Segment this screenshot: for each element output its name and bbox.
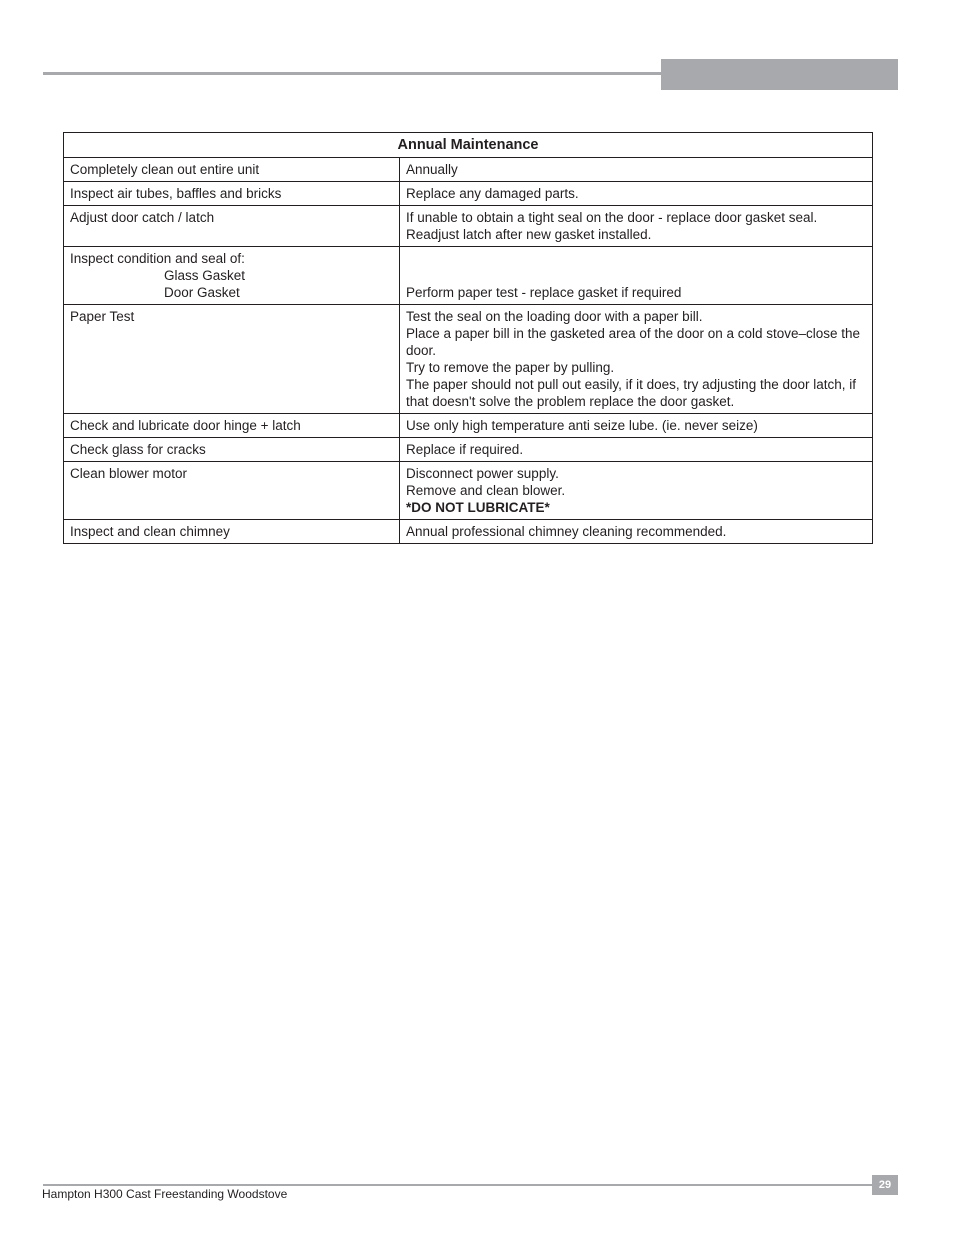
task-cell (64, 247, 400, 305)
task-text: Inspect and clean chimney (70, 524, 230, 539)
header-rule (43, 72, 663, 75)
task-cell (64, 414, 400, 438)
action-text: Try to remove the paper by pulling. (406, 360, 615, 375)
action-cell (400, 438, 873, 462)
action-text: Disconnect power supply. (406, 466, 559, 481)
action-cell (400, 182, 873, 206)
header-tab (661, 59, 898, 90)
task-cell (64, 158, 400, 182)
task-text: Adjust door catch / latch (70, 210, 215, 225)
action-text: Readjust latch after new gasket installed. (406, 227, 652, 242)
page-number: 29 (872, 1175, 898, 1195)
annual-maintenance-table (63, 132, 873, 544)
table-header-row (64, 133, 873, 158)
action-text: Test the seal on the loading door with a paper bill. (406, 309, 703, 324)
action-cell (400, 520, 873, 544)
task-cell (64, 305, 400, 414)
table-row (64, 520, 873, 544)
table-row (64, 158, 873, 182)
task-text: Paper Test (70, 309, 135, 324)
table-row (64, 462, 873, 520)
task-text: Check and lubricate door hinge + latch (70, 418, 301, 433)
task-subitem: Door Gasket (164, 285, 240, 300)
task-cell (64, 462, 400, 520)
table-row (64, 182, 873, 206)
task-cell (64, 206, 400, 247)
table-row (64, 305, 873, 414)
footer-document-title: Hampton H300 Cast Freestanding Woodstove (42, 1187, 288, 1201)
warning-text: *DO NOT LUBRICATE* (406, 500, 550, 515)
action-cell (400, 462, 873, 520)
table-row (64, 438, 873, 462)
action-text: Remove and clean blower. (406, 483, 566, 498)
table-row (64, 206, 873, 247)
task-text: Check glass for cracks (70, 442, 206, 457)
table-title: Annual Maintenance (64, 133, 873, 158)
action-cell (400, 158, 873, 182)
spacer (406, 250, 866, 267)
action-cell (400, 206, 873, 247)
action-text: Place a paper bill in the gasketed area of the door on a cold stove–close the door. (406, 326, 861, 358)
action-text: Replace if required. (406, 442, 524, 457)
action-cell (400, 414, 873, 438)
table-row (64, 247, 873, 305)
task-text: Inspect air tubes, baffles and bricks (70, 186, 282, 201)
action-text: Use only high temperature anti seize lube. (ie. never seize) (406, 418, 758, 433)
table-row (64, 414, 873, 438)
action-cell (400, 305, 873, 414)
action-text: Annually (406, 162, 458, 177)
action-text: If unable to obtain a tight seal on the door - replace door gasket seal. (406, 210, 818, 225)
task-text: Completely clean out entire unit (70, 162, 260, 177)
task-cell (64, 438, 400, 462)
footer-rule (43, 1184, 873, 1186)
task-cell (64, 520, 400, 544)
task-cell (64, 182, 400, 206)
task-text: Inspect condition and seal of: (70, 251, 245, 266)
action-text: Perform paper test - replace gasket if required (406, 285, 682, 300)
task-subitem: Glass Gasket (164, 268, 246, 283)
action-text: The paper should not pull out easily, if it does, try adjusting the door latch, if that doesn't solve the problem replace the door gasket. (406, 377, 857, 409)
action-text: Annual professional chimney cleaning recommended. (406, 524, 727, 539)
action-cell (400, 247, 873, 305)
task-text: Clean blower motor (70, 466, 188, 481)
action-text: Replace any damaged parts. (406, 186, 579, 201)
spacer (406, 267, 866, 284)
